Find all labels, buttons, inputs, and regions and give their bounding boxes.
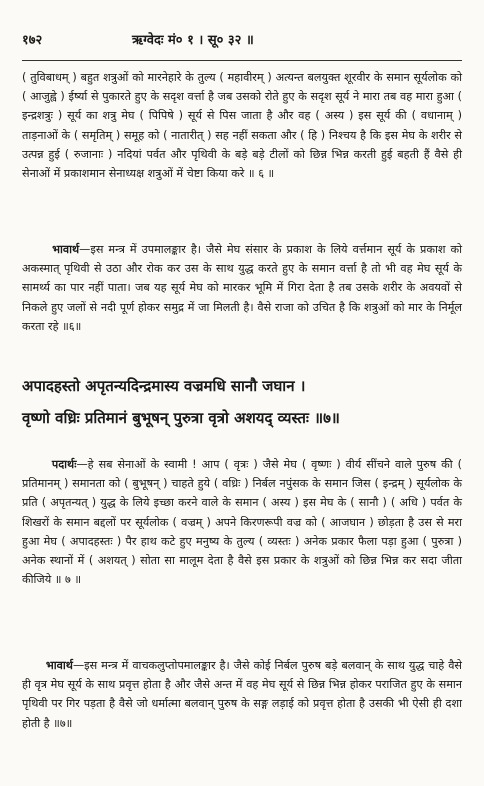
page-number: १७२ (22, 33, 43, 48)
bhashya-continuation: ( तुविबाधम् ) बहुत शत्रुओं को मारनेहारे के तुल्य ( महावीरम् ) अत्यन्त बलयुक्त शूरवीर के समान सूर्यलोक को ( आजुह्वे ) ईर्ष्या से पुकारते हुए के सदृश वर्त्ता है जब उसको रोते हुए के सदृश सूर्य ने मारा तब वह मारा हुआ ( इन्द्रशत्रुः ) सूर्य का शत्रु मेघ ( पिपिषे ) सूर्य से पिस जाता है और वह ( अस्य ) इस सूर्य की ( वधानाम् ) ताड़नाओं के ( समृतिम् ) समूह को ( नातारीत् ) सह नहीं सकता और ( हि ) निश्चय है कि इस मेघ के शरीर से उत्पन्न हुई ( रुजानाः ) नदियां पर्वत और पृथिवी के बड़े बड़े टीलों को छिन्न भिन्न करती हुई बहती हैं वैसे ही सेनाओं में प्रकाशमान सेनाध्यक्ष शत्रुओं में चेष्टा किया करे ॥ ६ ॥ (22, 71, 462, 181)
bhavartha-6-label: भावार्थ (52, 243, 80, 256)
bhavartha-7 (22, 656, 462, 733)
bhavartha-7-label: भावार्थ (45, 659, 73, 672)
padartha-7-label: पदार्थः (51, 458, 77, 471)
bhavartha-6 (22, 240, 462, 336)
bhavartha-7-text: —इस मन्त्र में वाचकलुप्तोपमालङ्कार है। जैसे कोई निर्बल पुरुष बड़े बलवान् के साथ युद्ध चाहे वैसे ही वृत्र मेघ सूर्य के साथ प्रवृत्त होता है और जैसे अन्त में वह मेघ सूर्य से छिन्न भिन्न होकर पराजित हुए के समान पृथिवी पर गिर पड़ता है वैसे जो धर्मात्मा बलवान् पुरुष के सङ्ग लड़ाई को प्रवृत्त होता है उसकी भी ऐसी ही दशा होती है ॥७॥ (22, 659, 462, 730)
page-header (22, 30, 462, 50)
bhavartha-6-text: —इस मन्त्र में उपमालङ्कार है। जैसे मेघ संसार के प्रकाश के लिये वर्त्तमान सूर्य के प्रकाश को अकस्मात् पृथिवी से उठा और रोक कर उस के साथ युद्ध करते हुए के समान वर्त्ता है तो भी वह मेघ सूर्य के सामर्थ्य का पार नहीं पाता। जब यह सूर्य मेघ को मारकर भूमि में गिरा देता है तब उसके शरीर के अवयवों से निकले हुए जलों से नदी पूर्ण होकर समुद्र में जा मिलती है। वैसे राजा को उचित है कि शत्रुओं को मार के निर्मूल करता रहे ॥६॥ (22, 243, 462, 333)
padartha-7 (22, 455, 462, 589)
mantra-7-line-1: अपादहस्तो अपृतन्यदिन्द्रमास्य वज्रमधि सानौ जघान । (22, 377, 306, 395)
header-rule (22, 60, 462, 61)
padartha-7-text: —हे सब सेनाओं के स्वामी ! आप ( वृत्रः ) जैसे मेघ ( वृष्णः ) वीर्य सींचने वाले पुरुष की ( प्रतिमानम् ) समानता को ( बुभूषन् ) चाहते हुये ( वध्रिः ) निर्बल नपुंसक के समान जिस ( इन्द्रम् ) सूर्यलोक के प्रति ( अपृतन्यत् ) युद्ध के लिये इच्छा करने वाले के समान ( अस्य ) इस मेघ के ( सानौ ) ( अधि ) पर्वत के शिखरों के समान बद्दलों पर सूर्यलोक ( वज्रम् ) अपने किरणरूपी वज्र को ( आजघान ) छोड़ता है उस से मरा हुआ मेघ ( अपादहस्तः ) पैर हाथ कटे हुए मनुष्य के तुल्य ( व्यस्तः ) अनेक प्रकार फैला पड़ा हुआ ( पुरुत्रा ) अनेक स्थानों में ( अशयत् ) सोता सा मालूम देता है वैसे इस प्रकार के शत्रुओं को छिन्न भिन्न कर सदा जीता कीजिये ॥ ७ ॥ (22, 458, 462, 587)
mantra-7-line-2: वृष्णो वध्रिः प्रतिमानं बुभूषन् पुरुत्रा वृत्रो अशयद् व्यस्तः ॥७॥ (22, 409, 340, 427)
running-head: ऋग्वेदः मं० १ । सू० ३२ ॥ (132, 33, 254, 48)
